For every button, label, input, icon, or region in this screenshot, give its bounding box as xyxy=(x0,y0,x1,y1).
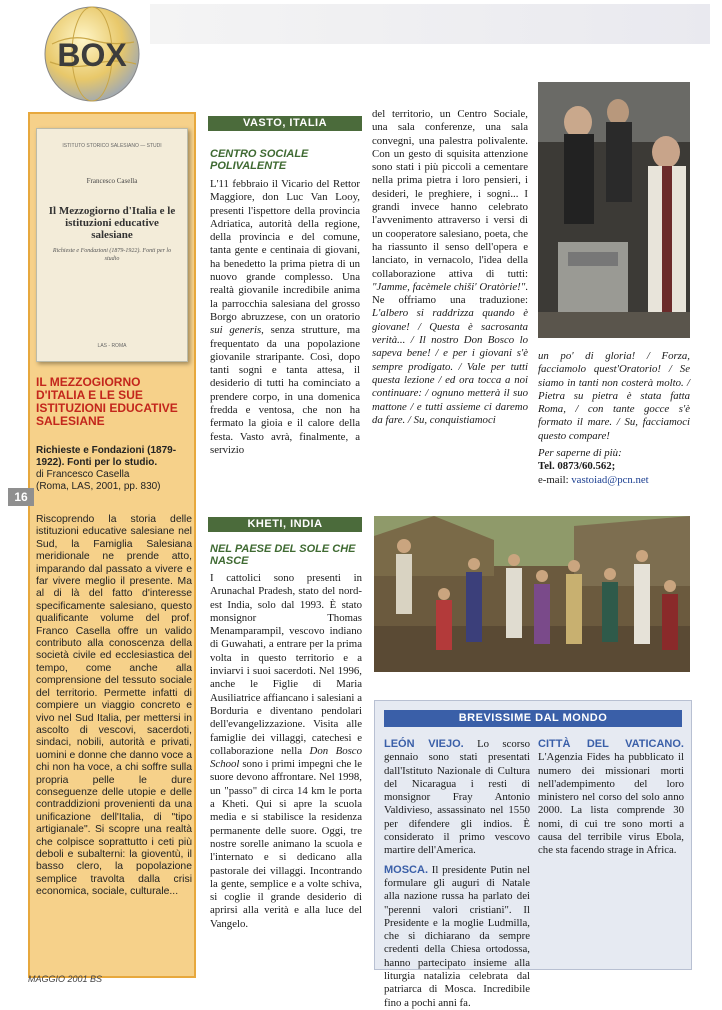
kheti-col1-italic: Don Bosco School xyxy=(210,744,362,771)
box-globe-logo xyxy=(42,4,142,104)
brevissime-header: BREVISSIME DAL MONDO xyxy=(384,710,682,727)
brev-place-vaticano: CITTÀ DEL VATICANO. xyxy=(538,738,684,750)
vasto-col1-end: , senza strutture, ma frequentato da una popolazione giovanile straripante. Così, dopo tanti sogni e tanta attesa, il desiderio di tutti ha cominciato a prendere corpo, in una domenica fredda e ventosa, che non ha fermato la gioia e il calore della festa. Vasto avrà, finalmente, a servizio xyxy=(210,324,360,456)
vasto-col3-poem: un po' di gloria! / Forza, facciamolo quest'Oratorio! / Se siamo in tanti non costerà molto. / Pietra su pietra è stata fatta Roma, / con tante gocce s'è formato il mare. / Su, facciamoci questo compare! xyxy=(538,350,690,442)
vasto-col2-text: del territorio, un Centro Sociale, una sala conferenze, una sala convegni, una palestra polivalente. Con un gesto di squisita attenzione sono stati i più piccoli a cementare nella prima pietra i loro pensieri, i desideri, le preghiere, i sogni... I grandi invece hanno celebrato l'avvenimento attraverso i versi di un cooperatore salesiano, poeta, che ha riassunto il senso dell'opera e lanciato, in vernacolo, l'idea della collaborazione attiva di tutti: xyxy=(372,108,528,280)
kheti-headline: NEL PAESE DEL SOLE CHE NASCE xyxy=(210,543,356,567)
kheti-column xyxy=(210,572,362,931)
brevissime-column-1 xyxy=(384,738,530,1010)
kheti-col1-end: sono i primi impegni che le suore devono affrontare. Nel 1998, un "passo" di circa 14 km le porta a Kheti. Qui si apre la scuola media e si stabilisce la residenza permanente delle suore. Oggi, tre nostre sorelle animano la scuola e l'internato e si dedicano alla pastorale dei villaggi. Incontrando la gente, semplice e a volte schiva, si coglie il grande desiderio di aprirsi alla verità e alla luce del Vangelo. xyxy=(210,758,362,930)
vasto-contacts xyxy=(538,447,690,487)
sidebar-meta-subtitle: Richieste e Fondazioni (1879-1922). Fonti per lo studio. xyxy=(36,445,177,468)
sidebar-title: IL MEZZOGIORNO D'ITALIA E LE SUE ISTITUZIONI EDUCATIVE SALESIANE xyxy=(36,375,178,428)
vasto-col1-text: L'11 febbraio il Vicario del Rettor Maggiore, don Luc Van Looy, presenti l'ispettore della provincia Adriatica, autorità della regione, della provincia e del comune, tanta gente e centinaia di giovani, ha benedetto la prima pietra di un nuovo grande complesso. Una realtà giovanile incredibile anima la parrocchia salesiana del grosso Borgo abruzzese, con un oratorio xyxy=(210,178,360,323)
book-cover-title: Il Mezzogiorno d'Italia e le istituzioni educative salesiane xyxy=(48,205,176,241)
vasto-column-1 xyxy=(210,178,360,457)
contact-email-label: e-mail: xyxy=(538,473,569,486)
book-cover-image: ISTITUTO STORICO SALESIANO — STUDI Francesco Casella Il Mezzogiorno d'Italia e le istituzioni educative salesiane Richieste e Fondazioni (1879-1922). Fonti per lo studio LAS - ROMA xyxy=(36,128,188,362)
brevissime-column-2 xyxy=(538,738,684,858)
vasto-ceremony-photo xyxy=(538,82,690,338)
box-logo-text: BOX xyxy=(57,37,127,73)
brev-place-mosca: MOSCA. xyxy=(384,863,428,876)
vasto-col2-mid: . Ne offriamo una traduzione: xyxy=(372,280,528,307)
vasto-section-header: VASTO, ITALIA xyxy=(208,116,362,131)
page-number: 16 xyxy=(8,488,34,506)
vasto-col1-italic: sui generis xyxy=(210,324,262,337)
vasto-column-3 xyxy=(538,350,690,487)
vasto-col2-poem: L'albero si raddrizza quando è giovane! / Questa è sacrosanta verità... / Il nostro Don Bosco lo sapeva bene! / e per i giovani s'è sempre prodigato. / Vale per tutti questa lezione / ed ora tocca a noi continuare: / ognuno metterà il suo mattone / e tutti assieme ci daremo da fare. / Su, conquistiamoci xyxy=(372,307,528,426)
header-band xyxy=(150,4,710,44)
book-cover-author: Francesco Casella xyxy=(86,177,138,185)
brev-place-leon: LEÓN VIEJO. xyxy=(384,738,464,750)
sidebar-meta-publication: (Roma, LAS, 2001, pp. 830) xyxy=(36,481,161,492)
brev-text-leon: Lo scorso gennaio sono stati presentati dall'Istituto Nazionale di Cultura del Nicaragua i resti di monsignor Fray Antonio Valdivieso, assassinato nel 1550 per difendere gli indios. È considerato il primo vescovo martire dell'America. xyxy=(384,738,530,857)
kheti-col1-text: I cattolici sono presenti in Arunachal Pradesh, stato del nord-est India, solo dal 1993. È stato monsignor Thomas Menamparampil, vescovo indiano di Guwahati, a entrare per la prima volta in questo territorio e a inviarvi i suoi sacerdoti. Nel 1996, anche le Figlie di Maria Ausiliatrice affiancano i salesiani a Borduria e diventano pendolari dell'evangelizzazione. Visita alle famiglie dei villaggi, catechesi e collaborazione nella xyxy=(210,572,362,757)
page-footer: MAGGIO 2001 BS xyxy=(28,974,103,984)
vasto-headline: CENTRO SOCIALE POLIVALENTE xyxy=(210,148,309,172)
sidebar-meta-author: di Francesco Casella xyxy=(36,469,130,480)
book-cover-publisher: LAS - ROMA xyxy=(97,343,127,349)
sidebar-book-meta xyxy=(36,445,192,493)
brev-text-vaticano: L'Agenzia Fides ha pubblicato il numero dei missionari morti nell'adempimento del loro ministero nel corso del solo anno 2000. La lista comprende 30 nomi, di cui tre sono morti a causa del terribile virus Ebola, che sta facendo strage in Africa. xyxy=(538,751,684,857)
contact-phone: Tel. 0873/60.562; xyxy=(538,460,616,473)
brev-text-mosca: Il presidente Putin nel formulare gli auguri di Natale alla nazione russa ha parlato dei "perenni valori cristiani". Il Presidente e la moglie Ludmilla, che si dichiarano da sempre credenti della Chiesa ortodossa, hanno partecipato insieme alla liturgia natalizia celebrata dal patriarca di Mosca. Incredibile fino a pochi anni fa. xyxy=(384,863,530,1009)
vasto-column-2 xyxy=(372,108,528,427)
contact-email-link[interactable]: vastoiad@pcn.net xyxy=(571,473,649,486)
vasto-col2-quote: "Jamme, facèmele chiši' Oratòrie!" xyxy=(372,280,526,293)
kheti-section-header: KHETI, INDIA xyxy=(208,517,362,532)
sidebar-review-text: Riscoprendo la storia delle istituzioni educative salesiane nel Sud, la Famiglia Salesiana meridionale ne prende atto, imparando dal passato a vivere e far vivere meglio il presente. Ma al di là del fatto d'interesse specificamente salesiano, questo qualificante volume del prof. Franco Casella offre un valido contributo alla conoscenza della società civile ed ecclesiastica del tempo, come anche alla comprensione del tessuto sociale del territorio. Permette infatti di compiere un viaggio concreto e vivo nel Sud Italia, per mettersi in ascolto di vescovi, sacerdoti, sindaci, nobili, autorità e privati, uomini e donne che danno voce a chi non ha voce, a chi soffre sulla propria pelle le dure conseguenze delle utopie e delle contraddizioni provenienti da una unificazione dell'Italia, di "tipo artigianale". Si scopre una realtà che colpisce soprattutto i ceti più deboli e subalterni: la gioventù, il basso clero, la popolazione semplice travolta dalla crisi economica, sociale, culturale... xyxy=(36,514,192,898)
contact-label: Per saperne di più: xyxy=(538,447,622,460)
kheti-village-photo xyxy=(374,516,690,672)
book-cover-subtitle: Richieste e Fondazioni (1879-1922). Fonti per lo studio xyxy=(52,248,172,262)
